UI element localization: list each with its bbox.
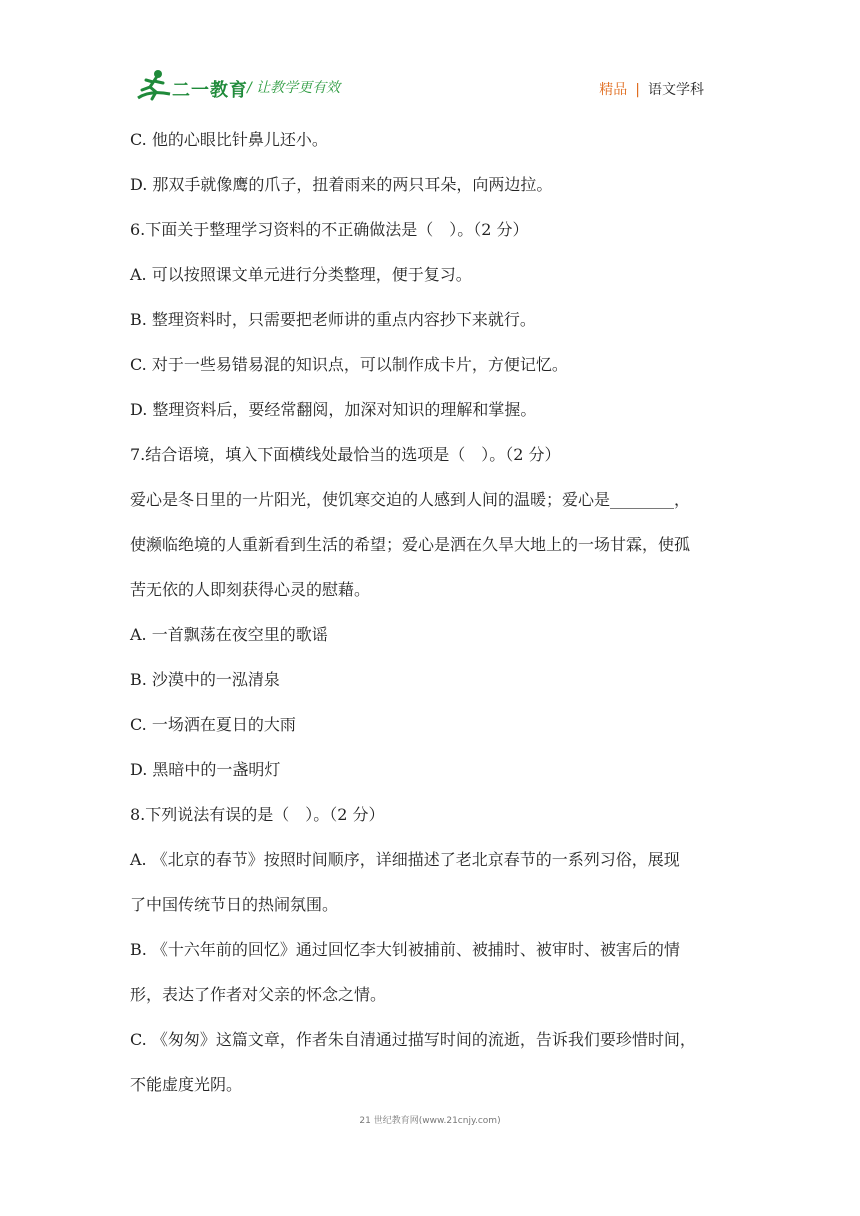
brand-slogan: / 让教学更有效 (247, 80, 341, 96)
option-line: C. 一场洒在夏日的大雨 (130, 715, 296, 734)
subject-label: 语文学科 (648, 82, 704, 98)
option-line: 不能虚度光阴。 (130, 1075, 243, 1094)
page-header (0, 0, 860, 110)
quality-label: 精品 (599, 82, 628, 98)
question-7: 7.结合语境，填入下面横线处最恰当的选项是（ ）。（2 分） (130, 445, 561, 464)
option-line: C. 对于一些易错易混的知识点，可以制作成卡片，方便记忆。 (130, 355, 568, 374)
document-body (130, 117, 730, 1107)
option-line: D. 黑暗中的一盏明灯 (130, 760, 281, 779)
runner-icon (136, 68, 172, 102)
header-separator: | (635, 82, 640, 98)
page-footer: 21 世纪教育网(www.21cnjy.com) (359, 1116, 501, 1126)
option-line: B. 整理资料时，只需要把老师讲的重点内容抄下来就行。 (130, 310, 536, 329)
option-line: A. 《北京的春节》按照时间顺序，详细描述了老北京春节的一系列习俗，展现 (130, 850, 680, 869)
header-badge (599, 79, 704, 99)
question-8: 8.下列说法有误的是（ ）。（2 分） (130, 805, 385, 824)
passage-line: 爱心是冬日里的一片阳光，使饥寒交迫的人感到人间的温暖；爱心是________， (130, 490, 691, 509)
question-6: 6.下面关于整理学习资料的不正确做法是（ ）。（2 分） (130, 220, 529, 239)
text-line: C. 他的心眼比针鼻儿还小。 (130, 130, 328, 149)
text-line: D. 那双手就像鹰的爪子，扭着雨来的两只耳朵，向两边拉。 (130, 175, 553, 194)
option-line: B. 沙漠中的一泓清泉 (130, 670, 280, 689)
option-line: A. 可以按照课文单元进行分类整理，便于复习。 (130, 265, 472, 284)
passage-line: 苦无依的人即刻获得心灵的慰藉。 (130, 580, 371, 599)
brand-name: 二一教育 (172, 80, 248, 101)
option-line: D. 整理资料后，要经常翻阅，加深对知识的理解和掌握。 (130, 400, 537, 419)
option-line: C. 《匆匆》这篇文章，作者朱自清通过描写时间的流逝，告诉我们要珍惜时间， (130, 1030, 696, 1049)
passage-line: 使濒临绝境的人重新看到生活的希望；爱心是洒在久旱大地上的一场甘霖，使孤 (130, 535, 691, 554)
option-line: 形，表达了作者对父亲的怀念之情。 (130, 985, 387, 1004)
option-line: B. 《十六年前的回忆》通过回忆李大钊被捕前、被捕时、被审时、被害后的情 (130, 940, 680, 959)
option-line: 了中国传统节日的热闹氛围。 (130, 895, 339, 914)
option-line: A. 一首飘荡在夜空里的歌谣 (130, 625, 328, 644)
